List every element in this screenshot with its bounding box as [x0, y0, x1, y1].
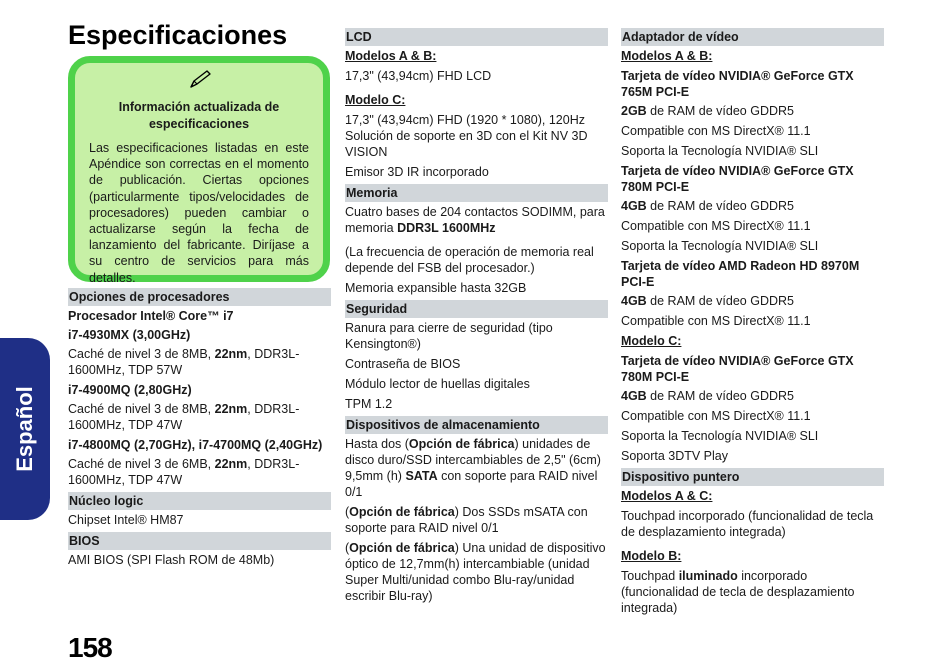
- processor-desc: Caché de nivel 3 de 8MB, 22nm, DDR3L-1600MHz, TDP 47W: [68, 402, 300, 432]
- storage-text-1: Hasta dos (Opción de fábrica) unidades de disco duro/SSD intercambiables de 2,5" (6cm) 9,5mm (h) SATA con soporte para RAID nivel 0/1: [345, 437, 601, 499]
- core-logic-text: Chipset Intel® HM87: [68, 513, 184, 527]
- lcd-models-ab-text: 17,3" (43,94cm) FHD LCD: [345, 69, 492, 83]
- storage-text-3: (Opción de fábrica) Una unidad de dispositivo óptico de 12,7mm(h) intercambiable (unidad Super Multi/unidad combo Blu-ray/unidad escribir Blu-ray): [345, 541, 606, 603]
- pointing-models-ac: Modelos A & C:: [621, 489, 713, 503]
- video-card: Tarjeta de vídeo AMD Radeon HD 8970M PCI-E: [621, 259, 860, 289]
- pointing-model-b-text: Touchpad iluminado incorporado (funcionalidad de tecla de desplazamiento integrada): [621, 569, 855, 615]
- lcd-model-c-text: 17,3" (43,94cm) FHD (1920 * 1080), 120Hz Solución de soporte en 3D con el Kit NV 3D VISION: [345, 113, 588, 159]
- column-2: [345, 28, 608, 608]
- processor-model: i7-4800MQ (2,70GHz), i7-4700MQ (2,40GHz): [68, 438, 323, 452]
- note-box: [68, 56, 330, 285]
- processor-desc: Caché de nivel 3 de 6MB, 22nm, DDR3L-1600MHz, TDP 47W: [68, 457, 300, 487]
- bios-text: AMI BIOS (SPI Flash ROM de 48Mb): [68, 553, 275, 567]
- storage-text-2: (Opción de fábrica) Dos SSDs mSATA con soporte para RAID nivel 0/1: [345, 505, 588, 535]
- column-1: [68, 288, 331, 572]
- video-directx: Compatible con MS DirectX® 11.1: [621, 124, 811, 138]
- lcd-models-ab: Modelos A & B:: [345, 49, 437, 63]
- page-number: 158: [68, 632, 112, 663]
- video-ram: 2GB de RAM de vídeo GDDR5: [621, 104, 794, 118]
- column-3: [621, 28, 884, 620]
- section-header-video: Adaptador de vídeo: [621, 28, 884, 46]
- video-models-ab: Modelos A & B:: [621, 49, 713, 63]
- note-body: Las especificaciones listadas en este Apéndice son correctas en el momento de publicación. Ciertas opciones (particularmente tipos/velocidades de procesadores) pueden cambiar o actualizarse según la fecha de lanzamiento del fabricante. Diríjase a su centro de servicios para más detalles.: [89, 141, 309, 285]
- section-header-memory: Memoria: [345, 184, 608, 202]
- video-directx: Compatible con MS DirectX® 11.1: [621, 409, 811, 423]
- section-header-processors: Opciones de procesadores: [68, 288, 331, 306]
- note-title: Información actualizada de especificaciones: [118, 100, 280, 131]
- memory-expand: Memoria expansible hasta 32GB: [345, 281, 527, 295]
- processor-model: i7-4900MQ (2,80GHz): [68, 383, 192, 397]
- page-title: Especificaciones: [68, 20, 288, 50]
- processor-desc: Caché de nivel 3 de 8MB, 22nm, DDR3L-1600MHz, TDP 57W: [68, 347, 300, 377]
- language-label: Español: [12, 386, 37, 472]
- section-header-bios: BIOS: [68, 532, 331, 550]
- video-card: Tarjeta de vídeo NVIDIA® GeForce GTX 780M PCI-E: [621, 354, 854, 384]
- video-sli: Soporta la Tecnología NVIDIA® SLI: [621, 144, 819, 158]
- video-model-c: Modelo C:: [621, 334, 682, 348]
- video-directx: Compatible con MS DirectX® 11.1: [621, 314, 811, 328]
- video-sli: Soporta la Tecnología NVIDIA® SLI: [621, 429, 819, 443]
- memory-text: Cuatro bases de 204 contactos SODIMM, para memoria DDR3L 1600MHz: [345, 205, 605, 235]
- section-header-lcd: LCD: [345, 28, 608, 46]
- video-directx: Compatible con MS DirectX® 11.1: [621, 219, 811, 233]
- security-item: TPM 1.2: [345, 397, 393, 411]
- video-card: Tarjeta de vídeo NVIDIA® GeForce GTX 765M PCI-E: [621, 69, 854, 99]
- video-card: Tarjeta de vídeo NVIDIA® GeForce GTX 780M PCI-E: [621, 164, 854, 194]
- pointing-model-b: Modelo B:: [621, 549, 682, 563]
- security-item: Contraseña de BIOS: [345, 357, 461, 371]
- lcd-model-c: Modelo C:: [345, 93, 406, 107]
- processor-model: i7-4930MX (3,00GHz): [68, 328, 191, 342]
- section-header-security: Seguridad: [345, 300, 608, 318]
- language-side-tab: [0, 338, 50, 520]
- video-ram: 4GB de RAM de vídeo GDDR5: [621, 199, 794, 213]
- section-header-core-logic: Núcleo logic: [68, 492, 331, 510]
- video-3dtv: Soporta 3DTV Play: [621, 449, 728, 463]
- pencil-icon: [187, 69, 213, 89]
- memory-note: (La frecuencia de operación de memoria real depende del FSB del procesador.): [345, 245, 594, 275]
- video-ram: 4GB de RAM de vídeo GDDR5: [621, 389, 794, 403]
- security-item: Módulo lector de huellas digitales: [345, 377, 530, 391]
- pointing-models-ac-text: Touchpad incorporado (funcionalidad de tecla de desplazamiento integrada): [621, 509, 874, 539]
- video-sli: Soporta la Tecnología NVIDIA® SLI: [621, 239, 819, 253]
- section-header-storage: Dispositivos de almacenamiento: [345, 416, 608, 434]
- processor-family: Procesador Intel® Core™ i7: [68, 309, 234, 323]
- video-ram: 4GB de RAM de vídeo GDDR5: [621, 294, 794, 308]
- lcd-model-c-ir: Emisor 3D IR incorporado: [345, 165, 489, 179]
- section-header-pointing: Dispositivo puntero: [621, 468, 884, 486]
- security-item: Ranura para cierre de seguridad (tipo Kensington®): [345, 321, 553, 351]
